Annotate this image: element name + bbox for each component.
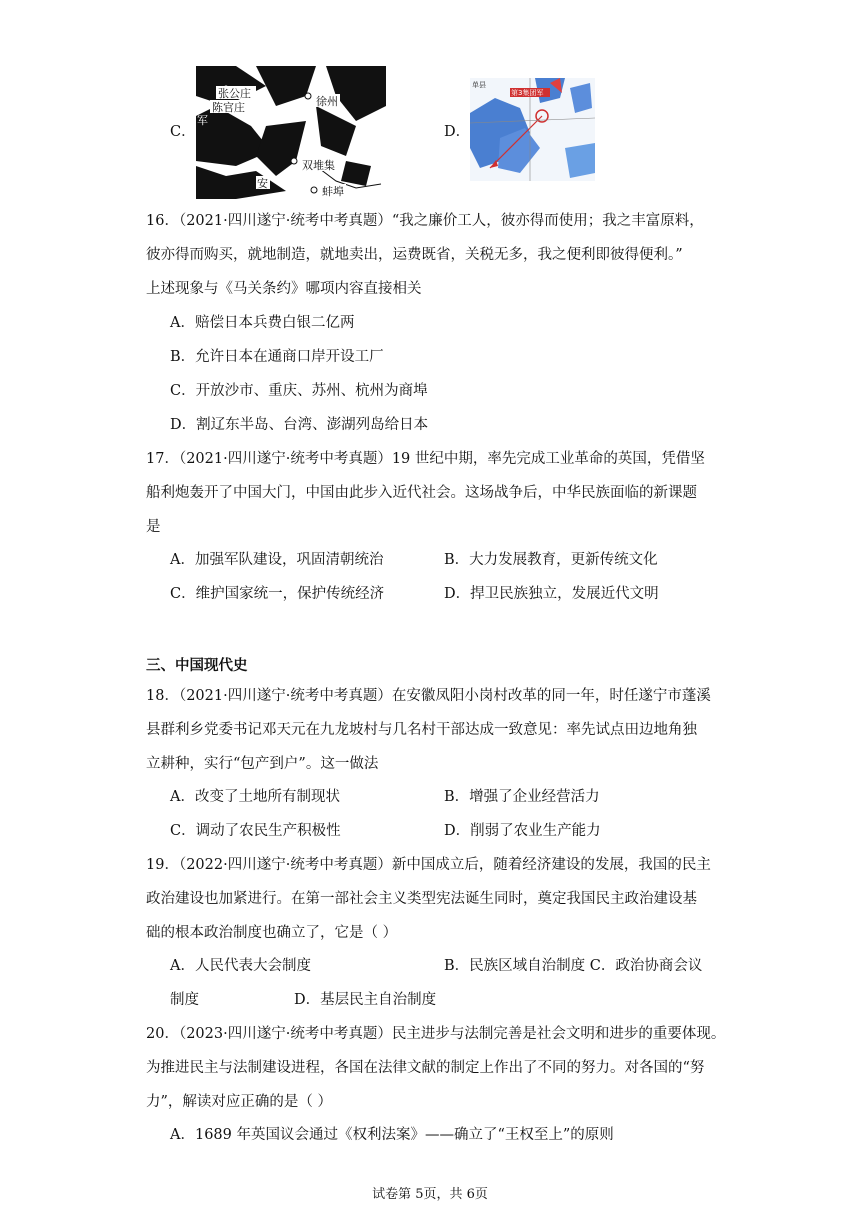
q17-line-1: 17．（2021·四川遂宁·统考中考真题）19 世纪中期，率先完成工业革命的英国，凭借坚: [146, 451, 705, 467]
q18-line-3: 立耕种，实行“包产到户”。这一做法: [146, 756, 379, 772]
q19-line-2: 政治建设也加紧进行。在第一部社会主义类型宪法诞生同时，奠定我国民主政治建设基: [146, 891, 697, 907]
map-c-label-an: 安: [257, 177, 268, 190]
q18-option-a[interactable]: A．改变了土地所有制现状: [170, 789, 340, 805]
q17-option-d[interactable]: D．捍卫民族独立，发展近代文明: [444, 586, 659, 602]
option-c-map-image: [196, 66, 386, 199]
q17-option-a[interactable]: A．加强军队建设，巩固清朝统治: [170, 552, 384, 568]
option-c-label: C．: [170, 124, 196, 140]
q19-option-b-c[interactable]: B．民族区域自治制度 C．政治协商会议: [444, 958, 703, 974]
q19-option-c-continued: 制度: [170, 992, 199, 1008]
q16-option-a[interactable]: A．赔偿日本兵费白银二亿两: [170, 315, 355, 331]
q18-line-1: 18．（2021·四川遂宁·统考中考真题）在安徽凤阳小岗村改革的同一年，时任遂宁市蓬溪: [146, 688, 711, 704]
map-d-label-shanxian: 单县: [472, 81, 486, 89]
q19-line-3: 础的根本政治制度也确立了，它是（ ）: [146, 925, 398, 941]
page-footer: 试卷第 5页，共 6页: [372, 1187, 488, 1202]
q19-option-a[interactable]: A．人民代表大会制度: [170, 958, 311, 974]
map-c-label-bengbu: 蚌埠: [322, 185, 344, 198]
q16-option-d[interactable]: D．割辽东半岛、台湾、澎湖列岛给日本: [170, 417, 429, 433]
option-d-map-image: [470, 78, 595, 181]
q16-option-c[interactable]: C．开放沙市、重庆、苏州、杭州为商埠: [170, 383, 428, 399]
q20-line-3: 力”，解读对应正确的是（ ）: [146, 1094, 333, 1110]
map-c-label-xuzhou: 徐州: [316, 95, 338, 108]
q17-line-2: 船利炮轰开了中国大门，中国由此步入近代社会。这场战争后，中华民族面临的新课题: [146, 485, 697, 501]
q19-option-d[interactable]: D．基层民主自治制度: [294, 992, 437, 1008]
battle-map-d-graphic: [470, 78, 595, 181]
option-d-label: D．: [444, 124, 471, 140]
battle-map-c-graphic: [196, 66, 386, 199]
q16-line-1: 16．（2021·四川遂宁·统考中考真题）“我之廉价工人，彼亦得而使用；我之丰富原料，: [146, 213, 704, 229]
q17-line-3: 是: [146, 519, 161, 535]
map-c-label-zhanggongzhuang: 张公庄: [218, 87, 251, 100]
q20-option-a[interactable]: A．1689 年英国议会通过《权利法案》——确立了“王权至上”的原则: [170, 1127, 614, 1143]
q20-line-2: 为推进民主与法制建设进程，各国在法律文献的制定上作出了不同的努力。对各国的“努: [146, 1060, 705, 1076]
section-heading-modern-history: 三、中国现代史: [146, 658, 248, 674]
q16-line-3: 上述现象与《马关条约》哪项内容直接相关: [146, 281, 422, 297]
map-c-label-chenguanzhuang: 陈官庄: [212, 101, 245, 114]
q18-option-c[interactable]: C．调动了农民生产积极性: [170, 823, 341, 839]
q20-line-1: 20．（2023·四川遂宁·统考中考真题）民主进步与法制完善是社会文明和进步的重要体现。: [146, 1026, 726, 1042]
map-d-label-army: 第3集团军: [511, 89, 544, 97]
q19-line-1: 19．（2022·四川遂宁·统考中考真题）新中国成立后，随着经济建设的发展，我国的民主: [146, 857, 711, 873]
q18-line-2: 县群利乡党委书记邓天元在九龙坡村与几名村干部达成一致意见：率先试点田边地角独: [146, 722, 697, 738]
map-c-label-shuangduiji: 双堆集: [302, 159, 335, 172]
q18-option-d[interactable]: D．削弱了农业生产能力: [444, 823, 601, 839]
map-c-label-jun: 军: [197, 114, 208, 127]
q16-option-b[interactable]: B．允许日本在通商口岸开设工厂: [170, 349, 384, 365]
q18-option-b[interactable]: B．增强了企业经营活力: [444, 789, 600, 805]
q17-option-c[interactable]: C．维护国家统一，保护传统经济: [170, 586, 385, 602]
q16-line-2: 彼亦得而购买，就地制造，就地卖出，运费既省，关税无多，我之便利即彼得便利。”: [146, 247, 683, 263]
q17-option-b[interactable]: B．大力发展教育，更新传统文化: [444, 552, 658, 568]
